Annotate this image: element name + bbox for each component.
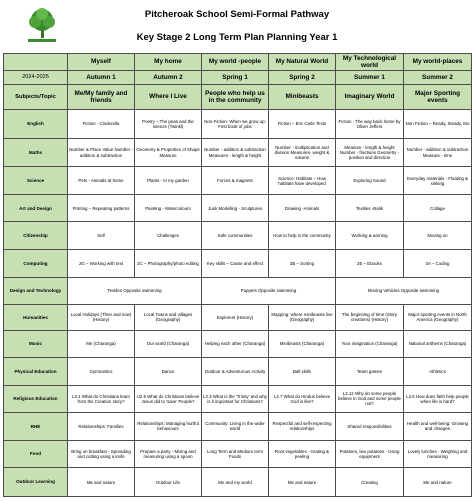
- table-row: [4, 358, 472, 386]
- table-cell: Number - addition & subtraction Measures - length & height: [202, 138, 269, 167]
- table-cell: Moving on: [404, 222, 472, 250]
- table-cell: 2E – Ebooks: [336, 250, 404, 278]
- term-header: Spring 2: [269, 70, 336, 84]
- subject-label: RHE: [4, 413, 68, 441]
- subjects-row: [4, 84, 472, 109]
- topic-header: My world -people: [202, 54, 269, 71]
- table-cell: Ball skills: [269, 358, 336, 386]
- table-cell: Long Term and Medium term Foods: [202, 440, 269, 468]
- table-cell: Number - multiplication and division Measures- weight & volume: [269, 138, 336, 167]
- table-row: [4, 468, 472, 497]
- subject-label: English: [4, 110, 68, 139]
- subject-label: Computing: [4, 250, 68, 278]
- table-cell: Measure - length & height Number - fractions Geometry - position and direction: [336, 138, 404, 167]
- table-cell: Me and nature: [68, 468, 135, 497]
- table-cell: Athletics: [404, 358, 472, 386]
- table-cell: Helping each other (Charanga): [202, 330, 269, 358]
- table-cell: Fiction - Cinderella: [68, 110, 135, 139]
- term-header: Summer 2: [404, 70, 472, 84]
- subject-label: Design and Technology: [4, 277, 68, 305]
- table-row: [4, 330, 472, 358]
- table-cell: Team games: [336, 358, 404, 386]
- table-cell: Me and my world: [202, 468, 269, 497]
- table-cell: Me and nature: [269, 468, 336, 497]
- topic-title: Imaginary World: [336, 84, 404, 109]
- merged-cell: Puppets Opposite swimming: [202, 277, 336, 305]
- table-cell: Plants - In my garden: [135, 167, 202, 195]
- table-cell: Gymnastics: [68, 358, 135, 386]
- table-cell: Fiction - The way back home by Oliver Jeffers: [336, 110, 404, 139]
- table-cell: Health and well-being: Growing and changes: [404, 413, 472, 441]
- table-cell: Explorers (History): [202, 305, 269, 330]
- topic-header: Myself: [68, 54, 135, 71]
- corner-cell: [4, 54, 68, 71]
- topic-header-row: [4, 54, 472, 71]
- subject-label: Food: [4, 440, 68, 468]
- table-row: [4, 194, 472, 222]
- subject-label: Art and Design: [4, 194, 68, 222]
- table-cell: Local Holidays (Then and now) (History): [68, 305, 135, 330]
- subject-label: Maths: [4, 138, 68, 167]
- table-cell: Potatoes, two potatoes - Using equipment: [336, 440, 404, 468]
- topic-header: My Natural World: [269, 54, 336, 71]
- table-row: [4, 385, 472, 413]
- table-row: [4, 138, 472, 167]
- table-row: [4, 305, 472, 330]
- table-cell: Everyday materials - Floating & sinking: [404, 167, 472, 195]
- table-cell: Outdoor Life: [135, 468, 202, 497]
- table-cell: 2C – Photography/photo editing: [135, 250, 202, 278]
- merged-cell: Textiles Opposite swimming: [68, 277, 202, 305]
- table-cell: Respectful and self-respecting relationships: [269, 413, 336, 441]
- table-cell: Textiles -Batik: [336, 194, 404, 222]
- topic-header: My home: [135, 54, 202, 71]
- table-cell: Number & Place Value Number - addition & subtraction: [68, 138, 135, 167]
- table-cell: 3A – Coding: [404, 250, 472, 278]
- table-cell: L2.12 Why do some people believe in God and some people not?: [336, 385, 404, 413]
- table-cell: Geometry & Properties of Shape Measure: [135, 138, 202, 167]
- table-cell: Safe communities: [202, 222, 269, 250]
- topic-title: Me/My family and friends: [68, 84, 135, 109]
- table-cell: L2.7 What do Hindus believe God is like?: [269, 385, 336, 413]
- subject-label: Music: [4, 330, 68, 358]
- topic-header: My Technological world: [336, 54, 404, 71]
- merged-cell: Moving Vehicles Opposite swimming: [336, 277, 472, 305]
- table-cell: L2.6 How does faith help people when life is hard?: [404, 385, 472, 413]
- topic-title: Minibeasts: [269, 84, 336, 109]
- table-cell: 3B – Sorting: [269, 250, 336, 278]
- table-cell: Drawing -Animals: [269, 194, 336, 222]
- table-cell: Science: Habitats – How habitats have developed: [269, 167, 336, 195]
- table-row: [4, 250, 472, 278]
- table-cell: How to help in the community: [269, 222, 336, 250]
- table-cell: Your imagination (Charanga): [336, 330, 404, 358]
- table-cell: The beginning of time (Story creations) (History): [336, 305, 404, 330]
- table-cell: Printing – Repeating patterns: [68, 194, 135, 222]
- table-cell: Fiction – Eric Carle Texts: [269, 110, 336, 139]
- table-cell: 2G – Working with text: [68, 250, 135, 278]
- table-row: [4, 222, 472, 250]
- table-cell: Poetry – The peas and the sneeze (Twinkl): [135, 110, 202, 139]
- table-cell: Non Fiction – Ready, Steady, Mo: [404, 110, 472, 139]
- table-cell: Me (Charanga): [68, 330, 135, 358]
- table-row: [4, 277, 472, 305]
- topic-title: People who help us in the community: [202, 84, 269, 109]
- subjects-label: Subjects/Topic: [4, 84, 68, 109]
- table-cell: Me and nature: [404, 468, 472, 497]
- table-cell: Bring on breakfast - Spreading and cutting using a knife: [68, 440, 135, 468]
- table-cell: Pets - Animals at home: [68, 167, 135, 195]
- table-cell: Relationships: Families: [68, 413, 135, 441]
- table-cell: Forces & magnets: [202, 167, 269, 195]
- subject-label: Humanities: [4, 305, 68, 330]
- subject-label: Religious Education: [4, 385, 68, 413]
- table-cell: Relationships: Managing hurtful behaviours: [135, 413, 202, 441]
- table-cell: Shared responsibilities: [336, 413, 404, 441]
- table-cell: Root vegetables - Grating & peeling: [269, 440, 336, 468]
- table-cell: National anthems (Charanga): [404, 330, 472, 358]
- table-row: [4, 110, 472, 139]
- topic-title: Major Sporting events: [404, 84, 472, 109]
- term-header: Autumn 1: [68, 70, 135, 84]
- subject-label: Outdoor Learning: [4, 468, 68, 497]
- table-cell: Minibeasts (Charanga): [269, 330, 336, 358]
- table-cell: Junk Modelling - Sculptures: [202, 194, 269, 222]
- table-cell: Exploring Sound: [336, 167, 404, 195]
- table-cell: Self: [68, 222, 135, 250]
- subject-label: Physical Education: [4, 358, 68, 386]
- term-header: Summer 1: [336, 70, 404, 84]
- table-cell: L2.1 What do Christians learn from the Creation story?: [68, 385, 135, 413]
- table-cell: Outdoor & Adventurous Activity: [202, 358, 269, 386]
- table-cell: Local Towns and villages (Geography): [135, 305, 202, 330]
- table-cell: Prepare a party - Mixing and measuring using a spoon: [135, 440, 202, 468]
- school-title: Pitcheroak School Semi-Formal Pathway: [144, 9, 330, 20]
- table-cell: Lovely lunches - Weighing and measuring: [404, 440, 472, 468]
- topic-header: My world-places: [404, 54, 472, 71]
- table-cell: Community: Living in the wider world: [202, 413, 269, 441]
- plan-title: Key Stage 2 Long Term Plan Planning Year 1: [136, 32, 338, 43]
- table-cell: Challenges: [135, 222, 202, 250]
- term-header: Spring 1: [202, 70, 269, 84]
- long-term-plan-table: [3, 53, 472, 497]
- year-label: 2024-2025: [4, 70, 68, 84]
- subject-label: Science: [4, 167, 68, 195]
- term-row: [4, 70, 472, 84]
- table-cell: Working & earning: [336, 222, 404, 250]
- table-row: [4, 167, 472, 195]
- term-header: Autumn 2: [135, 70, 202, 84]
- table-cell: Creating: [336, 468, 404, 497]
- table-cell: U2.5 What do Christians believe Jesus did to 'save' People?: [135, 385, 202, 413]
- table-cell: Mapping: where minibeasts live (Geography): [269, 305, 336, 330]
- table-cell: Non-Fiction- When we grow up: First book of jobs: [202, 110, 269, 139]
- table-cell: Collage: [404, 194, 472, 222]
- table-row: [4, 413, 472, 441]
- table-cell: Major sporting events in North America (Geography): [404, 305, 472, 330]
- table-cell: Dance: [135, 358, 202, 386]
- table-cell: Number - addition & subtraction Measure - time: [404, 138, 472, 167]
- table-row: [4, 440, 472, 468]
- table-cell: Key skills – Cause and effect: [202, 250, 269, 278]
- table-cell: L2.3 What is the 'Trinity' and why is it important for Christians?: [202, 385, 269, 413]
- subject-label: Citizenship: [4, 222, 68, 250]
- table-cell: Painting - Watercolours: [135, 194, 202, 222]
- table-cell: Our world (Charanga): [135, 330, 202, 358]
- topic-title: Where I Live: [135, 84, 202, 109]
